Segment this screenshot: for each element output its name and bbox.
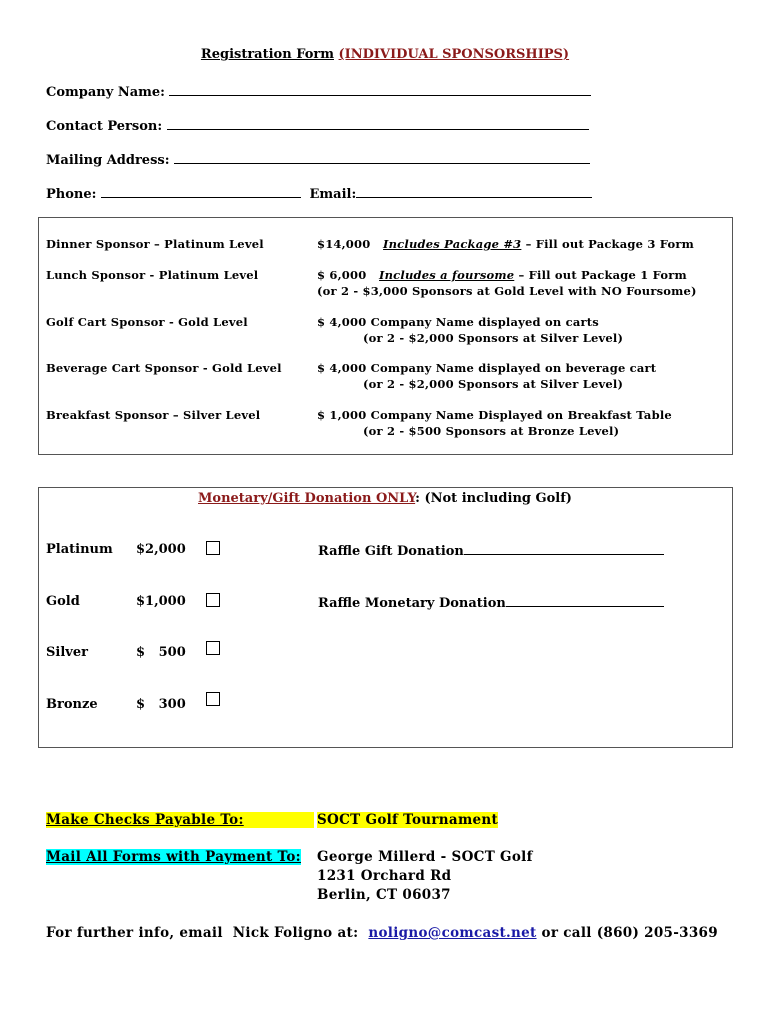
sponsor-name-lunch: Lunch Sponsor - Platinum Level xyxy=(46,268,259,282)
donation-amount-bronze: $ 300 xyxy=(136,697,186,712)
checks-value: SOCT Golf Tournament xyxy=(317,812,499,828)
donation-level-platinum: Platinum xyxy=(46,542,113,557)
footer-email-link[interactable]: noligno@comcast.net xyxy=(368,925,537,941)
donation-amount-silver: $ 500 xyxy=(136,645,186,660)
raffle-gift-line[interactable] xyxy=(464,542,664,555)
checkbox-bronze[interactable] xyxy=(206,692,220,706)
sponsor-line2-lunch: (or 2 - $3,000 Sponsors at Gold Level with NO Foursome) xyxy=(317,284,697,298)
mailing-address-field[interactable] xyxy=(46,151,590,168)
sponsor-note: – Fill out Package 1 Form xyxy=(514,268,687,282)
sponsor-amount: $ 1,000 xyxy=(317,408,367,422)
donation-amount-gold: $1,000 xyxy=(136,594,186,609)
donation-level-bronze: Bronze xyxy=(46,697,98,712)
sponsor-note: Company Name displayed on beverage cart xyxy=(366,361,657,375)
sponsor-note: – Fill out Package 3 Form xyxy=(521,237,694,251)
phone-line[interactable] xyxy=(101,185,301,198)
mail-line2: 1231 Orchard Rd xyxy=(317,868,452,884)
company-name-field[interactable] xyxy=(46,83,591,100)
donation-amount-platinum: $2,000 xyxy=(136,542,186,557)
checks-label-highlight xyxy=(244,812,314,828)
donation-heading xyxy=(0,491,770,506)
sponsor-amount: $ 4,000 xyxy=(317,361,367,375)
sponsor-desc-beverage xyxy=(317,361,656,375)
sponsor-note: Company Name displayed on carts xyxy=(366,315,599,329)
checkbox-gold[interactable] xyxy=(206,593,220,607)
sponsor-desc-golfcart xyxy=(317,315,599,329)
footer-prefix: For further info, email Nick Foligno at: xyxy=(46,925,369,941)
sponsor-amount: $ 4,000 xyxy=(317,315,367,329)
sponsor-note-italic: Includes a foursome xyxy=(379,268,515,282)
donation-level-gold: Gold xyxy=(46,594,80,609)
phone-label: Phone: xyxy=(46,187,97,202)
mailing-address-label: Mailing Address: xyxy=(46,153,170,168)
checkbox-silver[interactable] xyxy=(206,641,220,655)
raffle-monetary-label: Raffle Monetary Donation xyxy=(318,596,506,611)
page-title xyxy=(0,47,770,62)
donation-heading-rest: : (Not including Golf) xyxy=(415,491,572,506)
checks-label xyxy=(46,812,314,828)
sponsor-desc-breakfast xyxy=(317,408,672,422)
checkbox-platinum[interactable] xyxy=(206,541,220,555)
contact-person-line[interactable] xyxy=(167,117,589,130)
sponsor-note: Company Name Displayed on Breakfast Table xyxy=(366,408,672,422)
mail-line3: Berlin, CT 06037 xyxy=(317,887,451,903)
sponsor-name-beverage: Beverage Cart Sponsor - Gold Level xyxy=(46,361,282,375)
sponsor-line2-beverage: (or 2 - $2,000 Sponsors at Silver Level) xyxy=(363,377,624,391)
contact-person-label: Contact Person: xyxy=(46,119,163,134)
footer-suffix: or call (860) 205-3369 xyxy=(536,925,718,941)
email-line[interactable] xyxy=(356,185,592,198)
email-label: Email: xyxy=(309,187,357,202)
raffle-gift-label: Raffle Gift Donation xyxy=(318,544,464,559)
contact-person-field[interactable] xyxy=(46,117,589,134)
sponsor-name-golfcart: Golf Cart Sponsor - Gold Level xyxy=(46,315,248,329)
sponsor-line2-breakfast: (or 2 - $500 Sponsors at Bronze Level) xyxy=(363,424,620,438)
donation-heading-link: Monetary/Gift Donation ONLY xyxy=(198,491,416,506)
sponsor-name-dinner: Dinner Sponsor – Platinum Level xyxy=(46,237,264,251)
raffle-monetary-line[interactable] xyxy=(506,594,664,607)
title-suffix: (INDIVIDUAL SPONSORSHIPS) xyxy=(338,47,570,62)
sponsor-name-breakfast: Breakfast Sponsor – Silver Level xyxy=(46,408,261,422)
sponsor-line2-golfcart: (or 2 - $2,000 Sponsors at Silver Level) xyxy=(363,331,624,345)
mail-line1: George Millerd - SOCT Golf xyxy=(317,849,533,865)
footer-contact xyxy=(46,925,718,941)
raffle-gift-field[interactable] xyxy=(318,542,664,559)
company-name-line[interactable] xyxy=(169,83,591,96)
sponsor-amount: $14,000 xyxy=(317,237,371,251)
donation-level-silver: Silver xyxy=(46,645,88,660)
raffle-monetary-field[interactable] xyxy=(318,594,664,611)
sponsor-desc-lunch xyxy=(317,268,687,282)
sponsor-amount: $ 6,000 xyxy=(317,268,367,282)
sponsor-note-italic: Includes Package #3 xyxy=(383,237,522,251)
sponsor-desc-dinner xyxy=(317,237,694,251)
phone-field[interactable] xyxy=(46,185,592,202)
checks-label-text: Make Checks Payable To: xyxy=(46,812,244,828)
company-name-label: Company Name: xyxy=(46,85,165,100)
mailing-address-line[interactable] xyxy=(174,151,590,164)
title-prefix: Registration Form xyxy=(200,47,334,62)
mail-label: Mail All Forms with Payment To: xyxy=(46,849,301,865)
